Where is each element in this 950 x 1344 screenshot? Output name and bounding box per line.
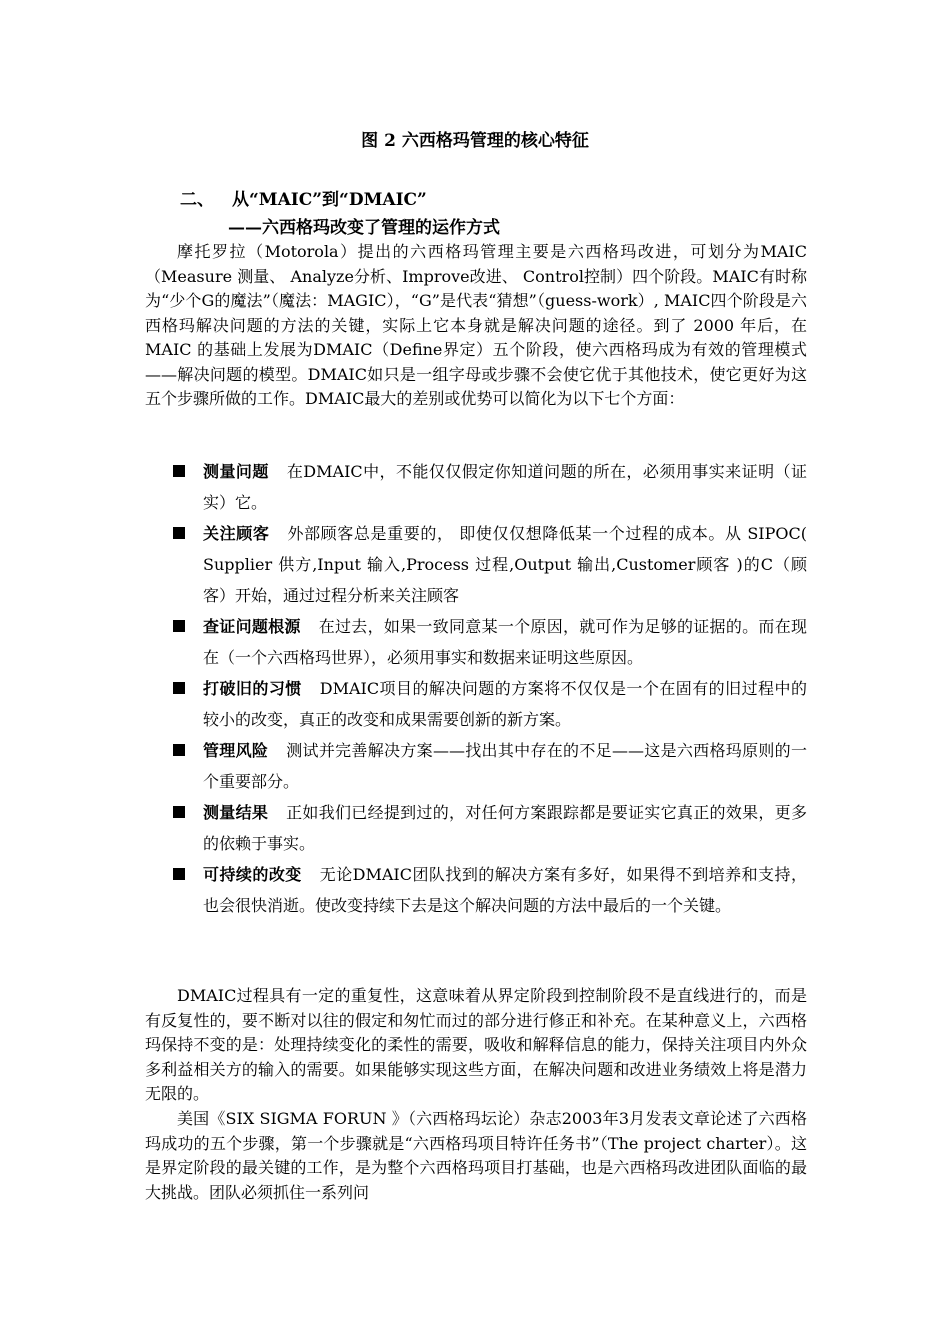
figure-caption: 图 2 六西格玛管理的核心特征 (361, 131, 589, 151)
list-item (203, 859, 807, 921)
section-number: 二、 (180, 190, 214, 210)
section-title: 从“MAIC”到“DMAIC” (232, 190, 427, 210)
list-item (203, 611, 807, 673)
section-subtitle: ——六西格玛改变了管理的运作方式 (228, 218, 500, 238)
list-item-text: 正如我们已经提到过的，对任何方案跟踪都是要证实它真正的效果，更多的依赖于事实。 (203, 803, 807, 853)
list-item-term: 可持续的改变 (203, 865, 302, 884)
list-item-term: 打破旧的习惯 (203, 679, 302, 698)
intro-paragraph: 摩托罗拉（Motorola）提出的六西格玛管理主要是六西格玛改进，可划分为MAIC（Measure 测量、 Analyze分析、Improve改进、 Control控制）四个阶段。MAIC有时称为“少个G的魔法”（魔法：MAGIC），“G”是代表“猜想”（guess-work）, MAIC四个阶段是六西格玛解决问题的方法的关键，实际上它本身就是解决问题的途径。到了 2000 年后，在 MAIC 的基础上发展为DMAIC（Define界定）五个阶段，使六西格玛成为有效的管理模式——解决问题的模型。DMAIC如只是一组字母或步骤不会使它优于其他技术，使它更好为这五个步骤所做的工作。DMAIC最大的差别或优势可以简化为以下七个方面： (145, 242, 807, 408)
list-item-text: 测试并完善解决方案——找出其中存在的不足——这是六西格玛原则的一个重要部分。 (203, 741, 807, 791)
list-item-text: DMAIC项目的解决问题的方案将不仅仅是一个在固有的旧过程中的较小的改变，真正的改变和成果需要创新的新方案。 (203, 679, 807, 729)
list-item-term: 查证问题根源 (203, 617, 301, 636)
square-bullet-icon (173, 465, 185, 477)
list-item (203, 797, 807, 859)
list-item-text: 在过去，如果一致同意某一个原因，就可作为足够的证据的。而在现在（一个六西格玛世界），必须用事实和数据来证明这些原因。 (203, 617, 807, 667)
section-heading (180, 185, 427, 210)
list-item (203, 673, 807, 735)
square-bullet-icon (173, 868, 185, 880)
square-bullet-icon (173, 806, 185, 818)
list-item (203, 518, 807, 611)
forum-paragraph: 美国《SIX SIGMA FORUN 》（六西格玛坛论）杂志2003年3月发表文章论述了六西格玛成功的五个步骤，第一个步骤就是“六西格玛项目特许任务书”（The project charter）。这是界定阶段的最关键的工作，是为整个六西格玛项目打基础，也是六西格玛改进团队面临的最大挑战。团队必须抓住一系列问 (145, 1109, 807, 1202)
list-item-term: 管理风险 (203, 741, 269, 760)
repeat-paragraph: DMAIC过程具有一定的重复性，这意味着从界定阶段到控制阶段不是直线进行的，而是有反复性的，要不断对以往的假定和匆忙而过的部分进行修正和补充。在某种意义上，六西格玛保持不变的是：处理持续变化的柔性的需要，吸收和解释信息的能力，保持关注项目内外众多利益相关方的输入的需要。如果能够实现这些方面，在解决问题和改进业务绩效上将是潜力无限的。 (145, 986, 807, 1103)
list-item-term: 测量问题 (203, 462, 269, 481)
list-item (203, 456, 807, 518)
square-bullet-icon (173, 682, 185, 694)
list-item-text: 无论DMAIC团队找到的解决方案有多好，如果得不到培养和支持，也会很快消逝。使改变持续下去是这个解决问题的方法中最后的一个关键。 (203, 865, 807, 915)
list-item-text: 在DMAIC中，不能仅仅假定你知道问题的所在，必须用事实来证明（证实）它。 (203, 462, 807, 512)
square-bullet-icon (173, 744, 185, 756)
square-bullet-icon (173, 620, 185, 632)
list-item (203, 735, 807, 797)
square-bullet-icon (173, 527, 185, 539)
list-item-term: 关注顾客 (203, 524, 270, 543)
advantages-list (0, 456, 950, 921)
list-item-text: 外部顾客总是重要的， 即使仅仅想降低某一个过程的成本。从 SIPOC( Supplier 供方,Input 输入,Process 过程,Output 输出,Customer顾客 )的C（顾客）开始，通过过程分析来关注顾客 (203, 524, 807, 605)
list-item-term: 测量结果 (203, 803, 269, 822)
